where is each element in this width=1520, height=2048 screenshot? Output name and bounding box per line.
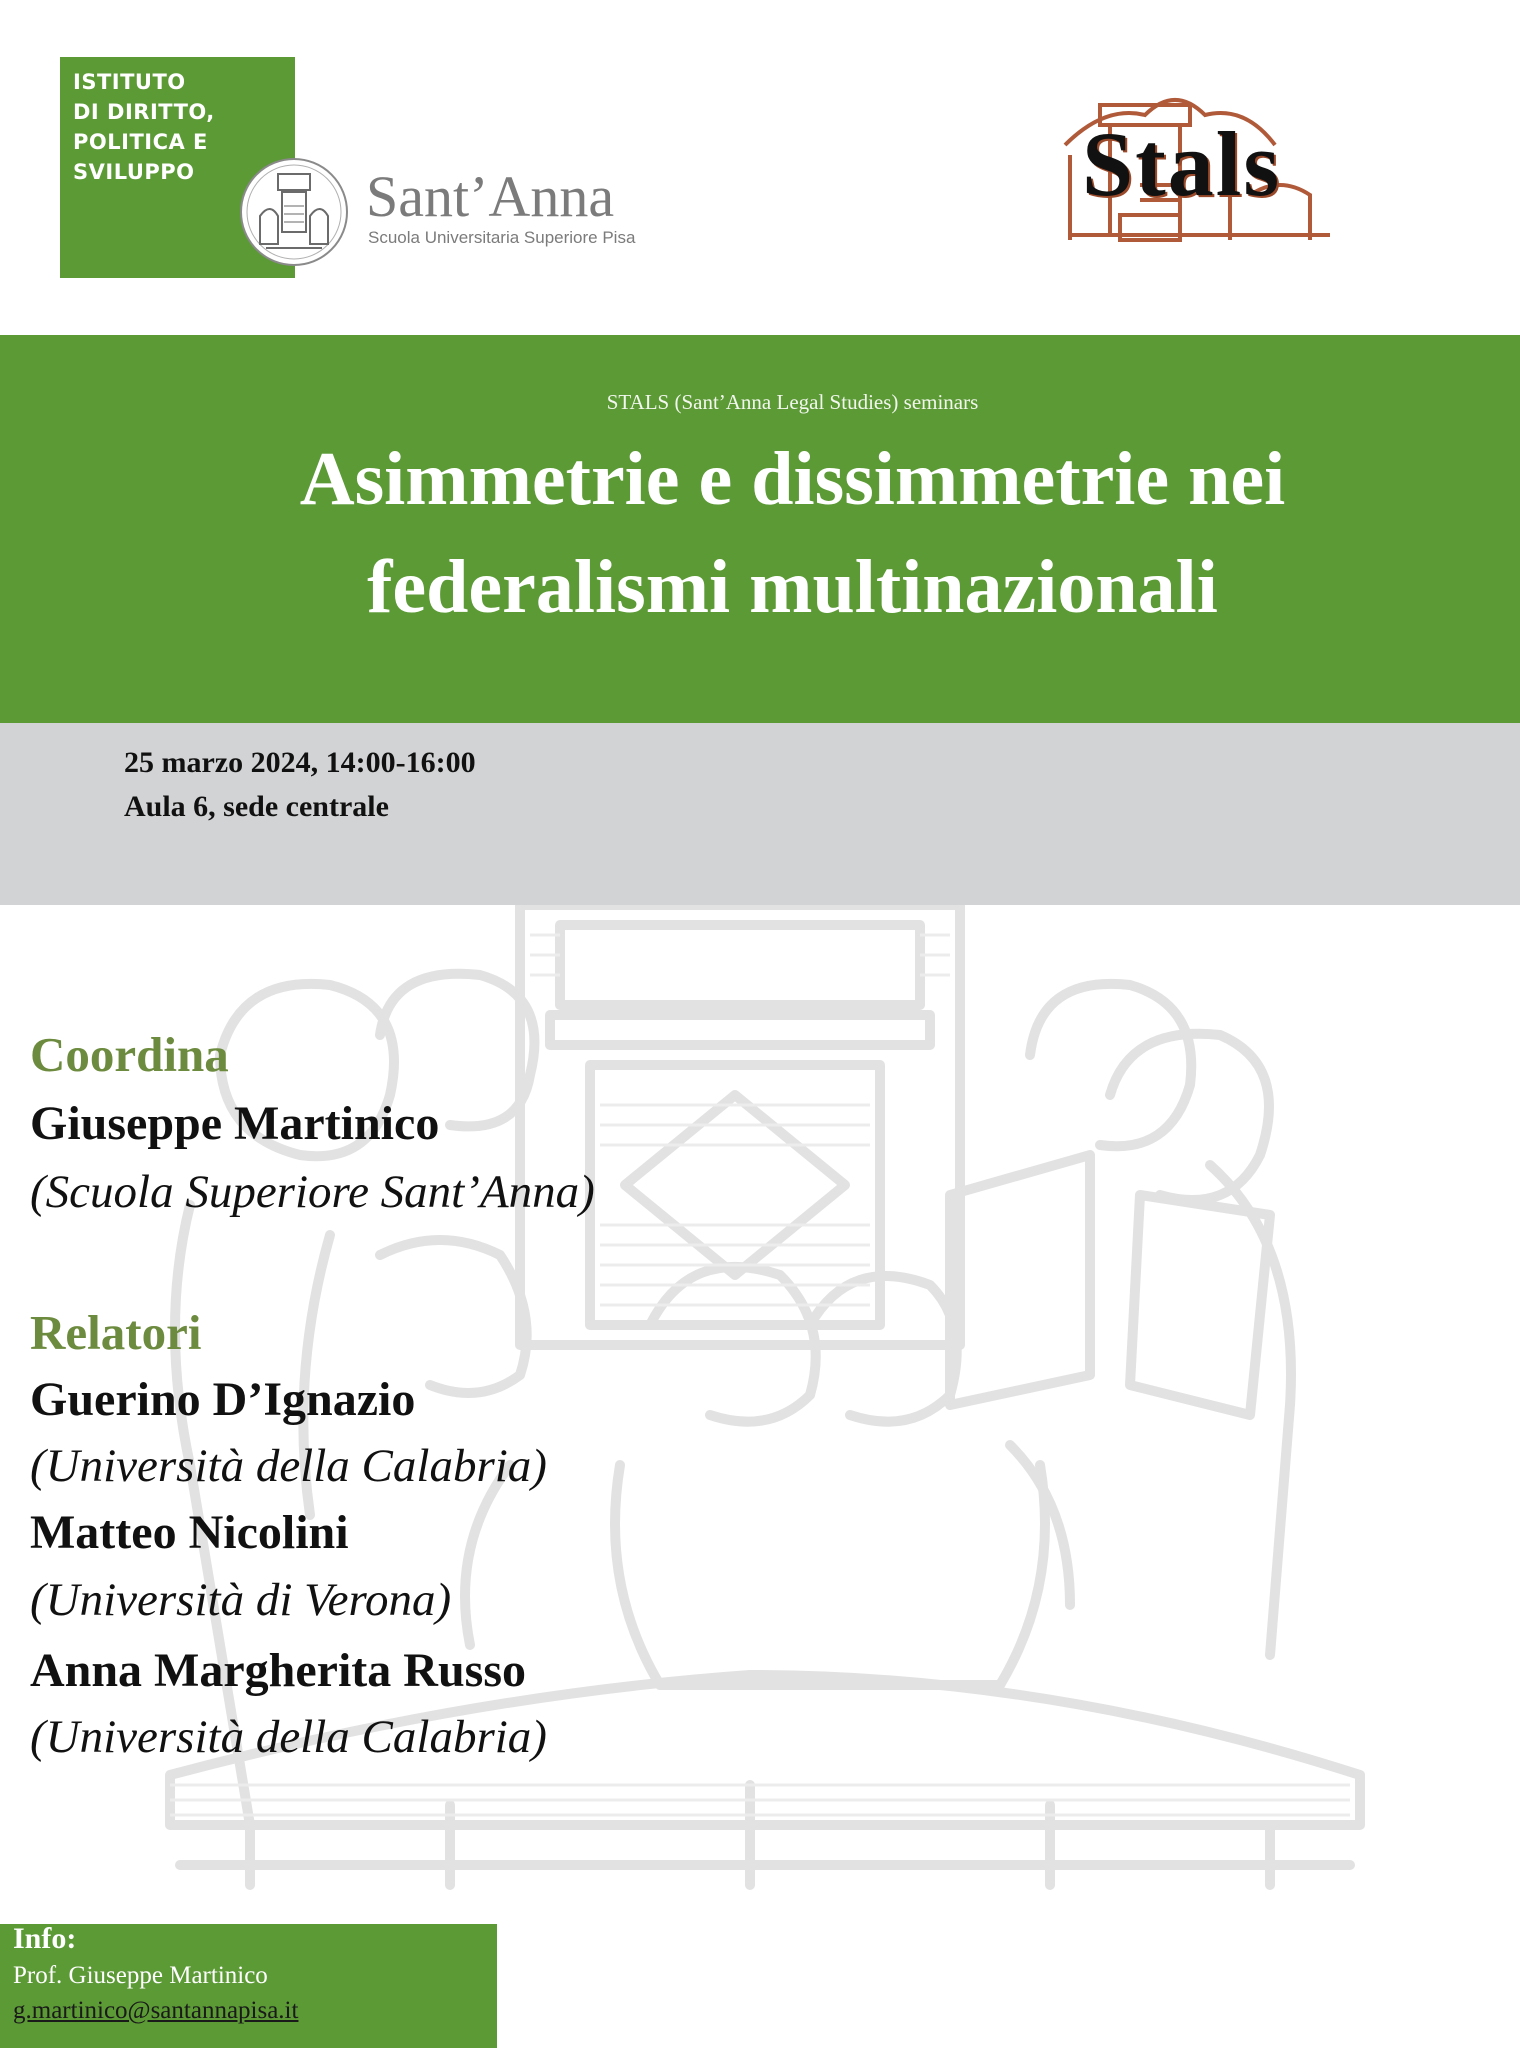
institute-line: SVILUPPO <box>73 160 195 184</box>
institute-line: POLITICA E <box>73 130 208 154</box>
info-contact-name: Prof. Giuseppe Martinico <box>13 1962 268 1989</box>
event-location: Aula 6, sede centrale <box>124 790 389 823</box>
institute-name <box>73 67 215 187</box>
speaker-affiliation: (Università della Calabria) <box>30 1711 547 1763</box>
event-date-time: 25 marzo 2024, 14:00-16:00 <box>124 746 476 779</box>
speaker-name: Anna Margherita Russo <box>30 1644 527 1697</box>
seminar-series: STALS (Sant’Anna Legal Studies) seminars <box>606 390 979 414</box>
info-label: Info: <box>13 1922 77 1955</box>
stals-wordmark: Stals <box>1082 113 1282 215</box>
speaker-name: Guerino D’Ignazio <box>30 1373 416 1426</box>
coordinator-affiliation: (Scuola Superiore Sant’Anna) <box>30 1166 595 1218</box>
institute-line: DI DIRITTO, <box>73 100 215 124</box>
university-name: Sant’Anna <box>366 164 615 229</box>
speaker-name: Matteo Nicolini <box>30 1506 349 1559</box>
speaker-affiliation: (Università della Calabria) <box>30 1440 547 1492</box>
university-subtitle: Scuola Universitaria Superiore Pisa <box>368 228 636 247</box>
event-title <box>0 425 1520 641</box>
event-title-line: federalismi multinazionali <box>367 545 1218 629</box>
institute-line: ISTITUTO <box>73 70 186 94</box>
coordinator-label: Coordina <box>30 1027 229 1082</box>
event-title-line: Asimmetrie e dissimmetrie nei <box>299 437 1286 521</box>
university-seal-icon <box>238 156 350 268</box>
info-email-link[interactable]: g.martinico@santannapisa.it <box>13 1997 299 2024</box>
speakers-label: Relatori <box>30 1305 202 1360</box>
speaker-affiliation: (Università di Verona) <box>30 1574 452 1626</box>
coordinator-name: Giuseppe Martinico <box>30 1097 440 1150</box>
